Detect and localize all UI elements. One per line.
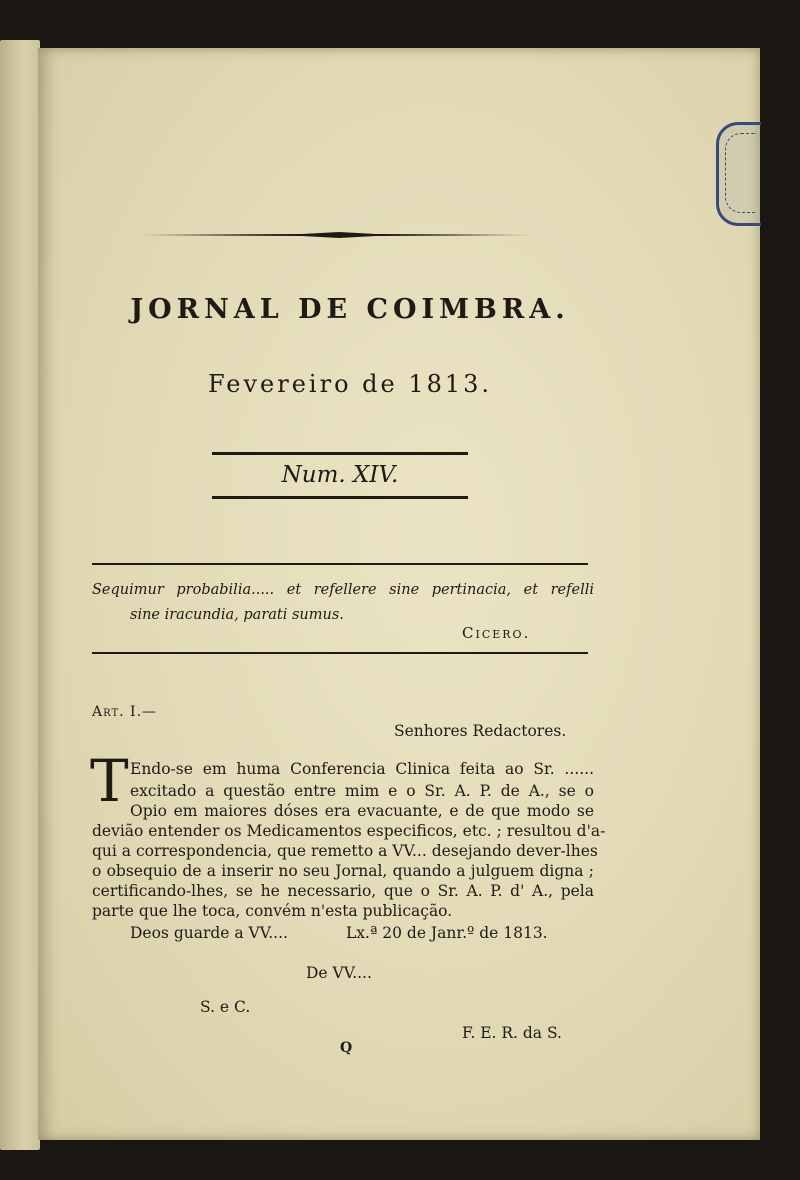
body-line-4: devião entender os Medicamentos especificos, etc. ; resultou d'a-	[92, 822, 606, 840]
journal-title: JORNAL DE COIMBRA.	[130, 294, 570, 325]
body-line-1: Endo-se em huma Conferencia Clinica feita ao Sr. ......	[130, 760, 594, 778]
left-page-edge	[0, 40, 40, 1150]
issue-date: Fevereiro de 1813.	[207, 370, 493, 398]
body-line-3: Opio em maiores dóses era evacuante, e de que modo se	[130, 802, 594, 820]
body-line-5: qui a correspondencia, que remetto a VV... desejando dever-lhes	[92, 842, 598, 860]
body-line-2: excitado a questão entre mim e o Sr. A. P. de A., se o	[130, 782, 594, 800]
place-date: Lx.ª 20 de Janr.º de 1813.	[346, 924, 548, 942]
de-vv: De VV....	[306, 964, 372, 982]
body-line-7: certificando-lhes, se he necessario, que o Sr. A. P. d' A., pela	[92, 882, 594, 900]
salutation: Senhores Redactores.	[394, 722, 567, 740]
ornamental-rule	[142, 232, 536, 238]
sc-initials: S. e C.	[200, 998, 251, 1016]
epigraph-attribution: Cicero.	[462, 624, 531, 642]
article-label: Art. I.—	[92, 704, 158, 720]
epigraph-line-2: sine iracundia, parati sumus.	[130, 607, 344, 623]
signature: F. E. R. da S.	[462, 1024, 562, 1042]
drop-cap: T	[90, 747, 129, 815]
body-line-6: o obsequio de a inserir no seu Jornal, quando a julguem digna ;	[92, 862, 594, 880]
body-line-8: parte que lhe toca, convém n'esta publicação.	[92, 902, 453, 920]
epigraph-rule-top	[92, 563, 588, 565]
issue-number: Num. XIV.	[281, 462, 399, 488]
epigraph-line-1: Sequimur probabilia..... et refellere sine pertinacia, et refelli	[92, 582, 594, 598]
closing-greeting: Deos guarde a VV....	[130, 924, 288, 942]
signature-mark: Q	[340, 1040, 353, 1056]
epigraph-rule-bottom	[92, 652, 588, 654]
number-rule-bottom	[212, 496, 468, 499]
library-stamp	[716, 122, 761, 226]
number-rule-top	[212, 452, 468, 455]
